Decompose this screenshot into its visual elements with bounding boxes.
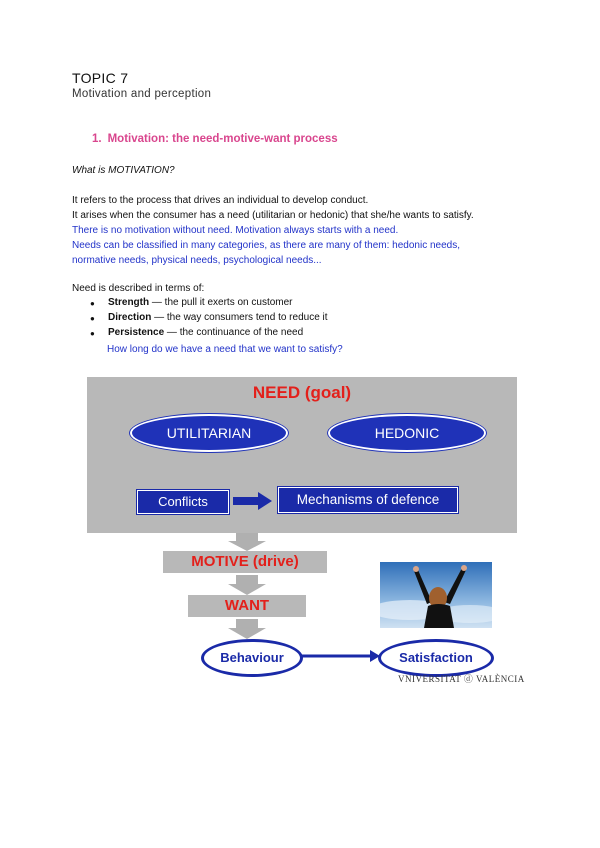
- bullet-term: Direction: [108, 312, 152, 323]
- university-watermark: VNIVERSITAT ⓓ VALÈNCIA: [398, 674, 525, 684]
- satisfaction-oval: Satisfaction: [378, 639, 494, 677]
- need-title: NEED (goal): [252, 383, 352, 402]
- paragraph-line: It arises when the consumer has a need (utilitarian or hedonic) that she/he wants to satisfy.: [72, 210, 474, 221]
- hedonic-ellipse: HEDONIC: [328, 414, 486, 452]
- right-arrow-icon: [233, 492, 272, 510]
- bullet-desc: — the way consumers tend to reduce it: [151, 312, 328, 323]
- bullet-term: Persistence: [108, 327, 165, 338]
- paragraph-line: Needs can be classified in many categories, as there are many of them: hedonic needs,: [72, 240, 460, 251]
- down-arrow-icon: [228, 533, 266, 551]
- bullet-term: Strength: [108, 297, 150, 308]
- down-arrow-icon: [228, 619, 266, 639]
- mechanisms-box: Mechanisms of defence: [278, 487, 458, 513]
- need-intro: Need is described in terms of:: [72, 283, 205, 294]
- conflicts-box: Conflicts: [137, 490, 229, 514]
- paragraph-line: It refers to the process that drives an individual to develop conduct.: [72, 195, 369, 206]
- motive-box: MOTIVE (drive): [163, 551, 327, 573]
- bullet-note: How long do we have a need that we want to satisfy?: [107, 344, 343, 355]
- paragraph-line: There is no motivation without need. Motivation always starts with a need.: [72, 225, 399, 236]
- celebrating-person-image: [380, 562, 492, 628]
- bullet-desc: — the continuance of the need: [164, 327, 304, 338]
- question-text: What is MOTIVATION?: [72, 165, 175, 176]
- section-number: 1.: [92, 133, 102, 145]
- topic-subtitle: Motivation and perception: [72, 88, 212, 100]
- want-box: WANT: [188, 595, 306, 617]
- utilitarian-ellipse: UTILITARIAN: [130, 414, 288, 452]
- bullet-desc: — the pull it exerts on customer: [149, 297, 293, 308]
- down-arrow-icon: [228, 575, 266, 595]
- topic-title: TOPIC 7: [72, 70, 129, 86]
- section-title: Motivation: the need-motive-want process: [107, 133, 338, 145]
- behaviour-oval: Behaviour: [201, 639, 303, 677]
- paragraph-line: normative needs, physical needs, psychological needs...: [72, 255, 322, 266]
